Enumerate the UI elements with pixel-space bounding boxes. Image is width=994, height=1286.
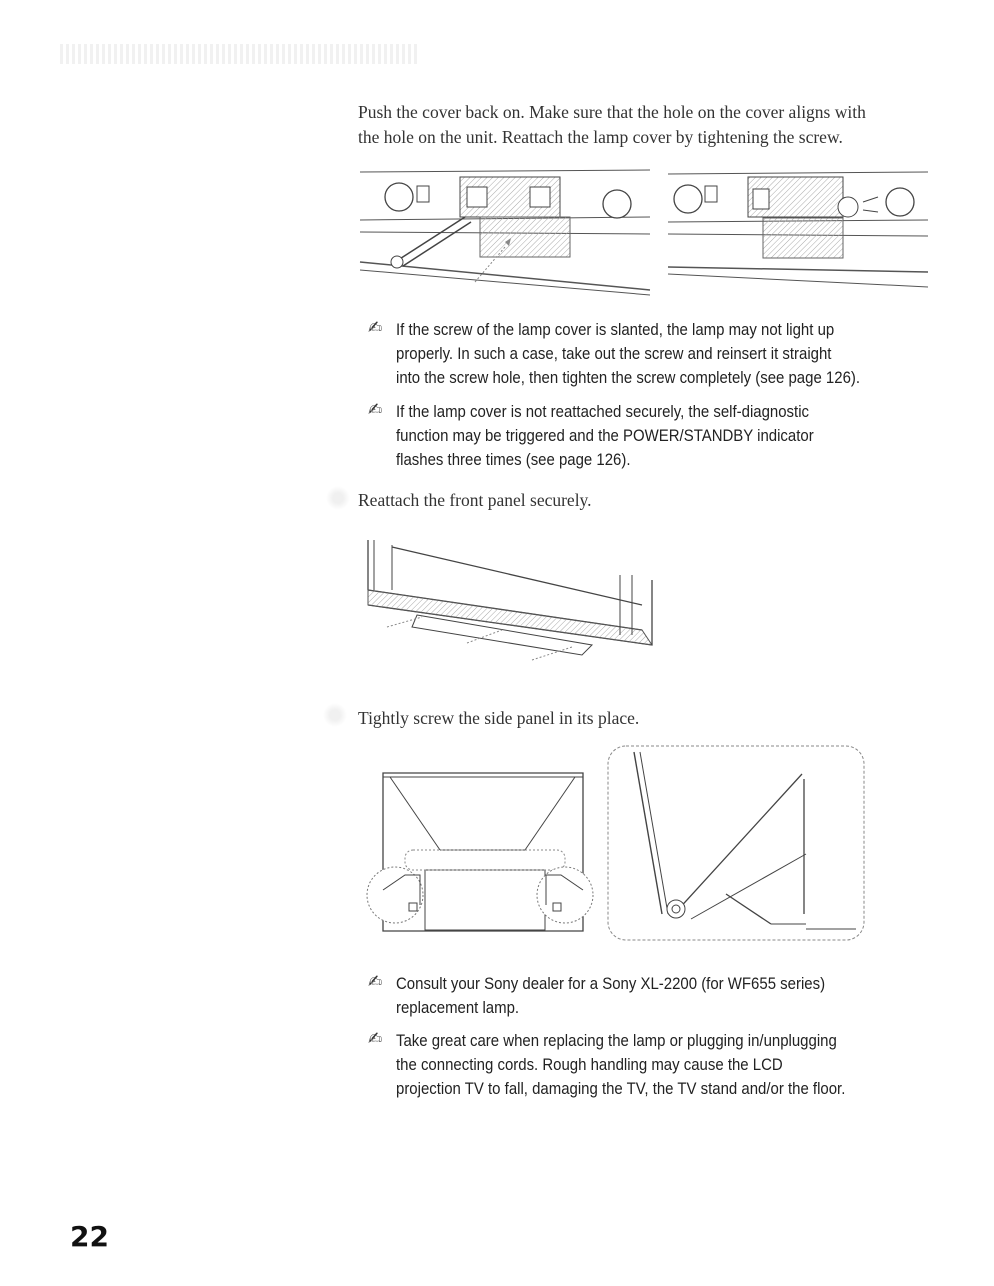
step-number-mark — [323, 703, 347, 727]
note-line: flashes three times (see page 126). — [396, 450, 631, 469]
side-panel-rear-view-illustration — [365, 765, 605, 940]
step-line: the hole on the unit. Reattach the lamp cover by tightening the screw. — [358, 127, 843, 147]
note-line: Consult your Sony dealer for a Sony XL-2200 (for WF655 series) — [396, 974, 826, 993]
note-line: into the screw hole, then tighten the screw completely (see page 126). — [396, 368, 861, 387]
note-line: the connecting cords. Rough handling may cause the LCD — [396, 1055, 783, 1074]
note-line: If the screw of the lamp cover is slanted, the lamp may not light up — [396, 320, 835, 339]
note-text — [396, 1029, 845, 1101]
note-text — [396, 972, 825, 1020]
step-push-cover-text — [358, 100, 866, 150]
running-header — [60, 44, 420, 64]
page-number: 22 — [70, 1220, 109, 1253]
step-front-panel-text: Reattach the front panel securely. — [358, 490, 592, 510]
step-number-mark — [326, 486, 350, 510]
note-line: Take great care when replacing the lamp or plugging in/unplugging — [396, 1031, 837, 1050]
note-line: function may be triggered and the POWER/STANDBY indicator — [396, 426, 814, 445]
step-side-panel-text: Tightly screw the side panel in its place. — [358, 708, 640, 728]
note-pen-icon: ✍ — [368, 972, 383, 992]
note-line: replacement lamp. — [396, 998, 520, 1017]
note-pen-icon: ✍ — [368, 318, 383, 338]
side-panel-detail-illustration — [606, 744, 868, 944]
note-text — [396, 318, 860, 390]
lamp-cover-illustration-right — [663, 162, 931, 292]
front-panel-illustration — [362, 535, 662, 665]
note-text — [396, 400, 814, 472]
note-pen-icon: ✍ — [368, 400, 383, 420]
note-line: projection TV to fall, damaging the TV, the TV stand and/or the floor. — [396, 1079, 846, 1098]
step-line: Push the cover back on. Make sure that the hole on the cover aligns with — [358, 102, 866, 122]
note-pen-icon: ✍ — [368, 1029, 383, 1049]
lamp-cover-illustration-left — [355, 162, 655, 297]
note-line: properly. In such a case, take out the screw and reinsert it straight — [396, 344, 832, 363]
note-line: If the lamp cover is not reattached securely, the self-diagnostic — [396, 402, 809, 421]
